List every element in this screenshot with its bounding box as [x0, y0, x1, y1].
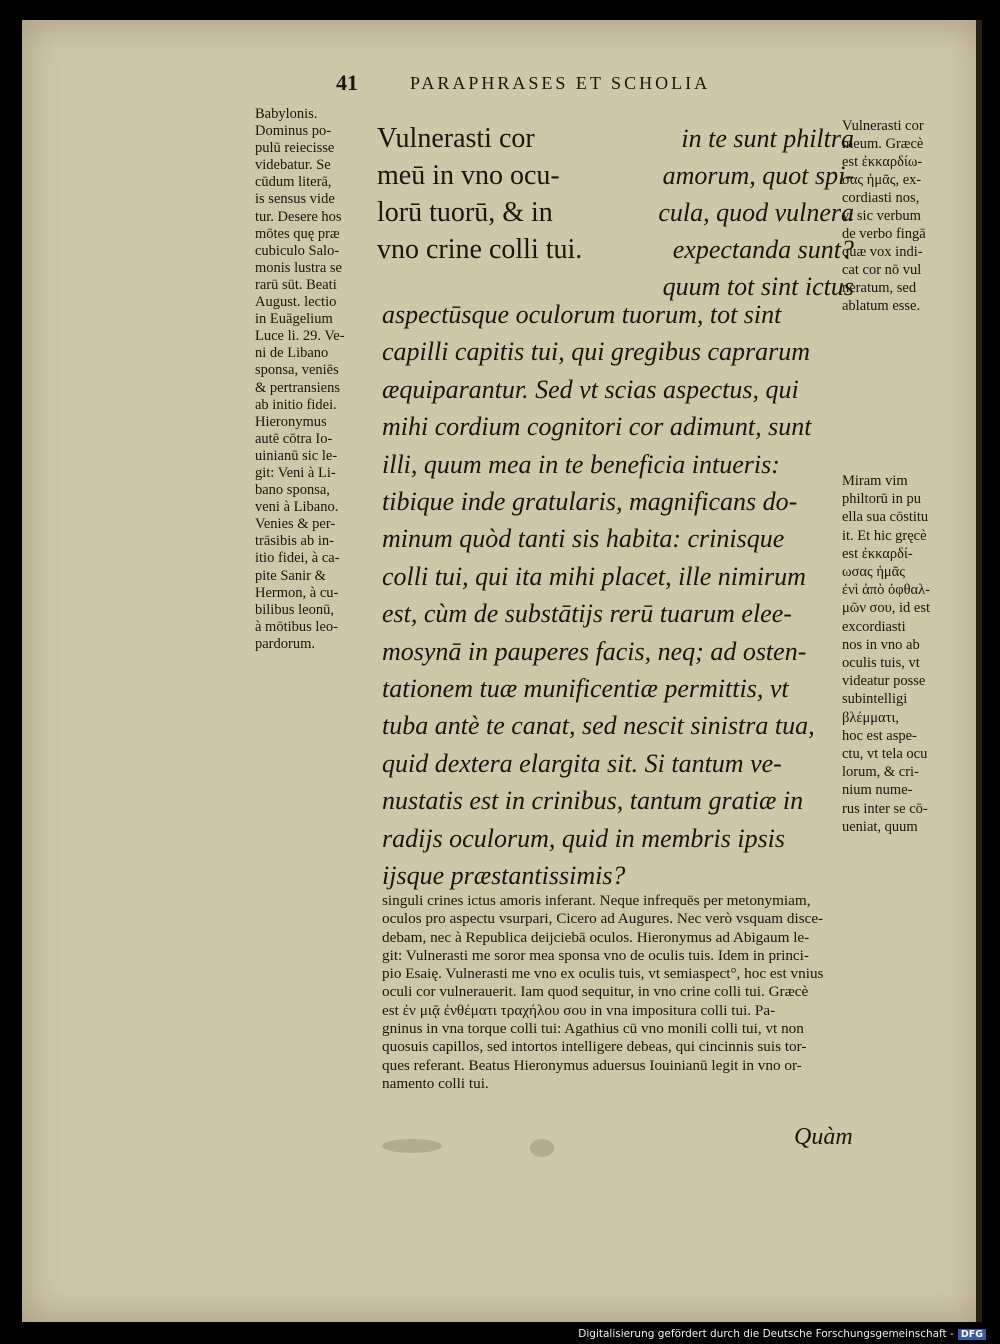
margin-note-line: ueniat, quum — [842, 818, 918, 835]
margin-note-line: neratum, sed — [842, 280, 917, 296]
margin-note-line: it. Et hic gręcè — [842, 527, 927, 544]
margin-note-line: subintelligi — [842, 691, 908, 708]
margin-note-line: is sensus vide — [255, 191, 335, 208]
page-number: 41 — [336, 70, 358, 95]
margin-note-line: ablatum esse. — [842, 298, 921, 314]
margin-note-line: lorum, & cri- — [842, 764, 919, 781]
paraphrase-line: in te sunt philtra — [681, 124, 854, 153]
margin-note-line: rarū sūt. Beati — [255, 276, 337, 293]
book-page — [22, 20, 982, 1322]
margin-note-line: Hieronymus — [255, 413, 327, 430]
margin-note-line: βλέμματι, — [842, 709, 899, 726]
page-header — [334, 64, 854, 100]
margin-note-line: August. lectio — [255, 294, 337, 311]
margin-note-line: ἐνὶ ἀπὸ ὀφθαλ- — [842, 582, 930, 599]
margin-note-line: est ἐκκαρδίω- — [842, 154, 923, 170]
margin-note-line: oculis tuis, vt — [842, 655, 920, 672]
scholia-text — [382, 892, 992, 1093]
margin-note-line: Hermon, à cu- — [255, 584, 339, 601]
paraphrase-line: cula, quod vulnera — [658, 198, 854, 227]
lemma-line: lorū tuorū, & in — [377, 197, 553, 228]
catchword: Quàm — [794, 1124, 853, 1150]
lemma-line: vno crine colli tui. — [377, 234, 583, 265]
margin-note-line: nos in vno ab — [842, 636, 920, 653]
margin-note-line: monis lustra se — [255, 259, 342, 276]
margin-note-line: philtorū in pu — [842, 491, 921, 508]
margin-note-line: veni à Libano. — [255, 499, 339, 516]
lemma-line: Vulnerasti cor — [377, 123, 535, 154]
margin-note-line: ctu, vt tela ocu — [842, 746, 928, 763]
paraphrase-line: tuba antè te canat, sed nescit sinistra tua, — [382, 711, 815, 741]
margin-note-line: quæ vox indi- — [842, 244, 923, 260]
margin-note-line: ni de Libano — [255, 345, 329, 362]
margin-note-line: à mōtibus leo- — [255, 618, 338, 635]
paraphrase-line: tibique inde gratularis, magnificans do- — [382, 487, 798, 517]
margin-note-line: in Euāgelium — [255, 311, 333, 328]
paraphrase-line: minum quòd tanti sis habita: crinisque — [382, 524, 785, 554]
margin-note-line: tur. Desere hos — [255, 208, 342, 225]
margin-note-line: nium nume- — [842, 782, 913, 799]
margin-note-line: μῶν σου, id est — [842, 600, 931, 617]
margin-note-line: videbatur. Se — [255, 157, 331, 174]
margin-note-line: pite Sanir & — [255, 567, 326, 584]
margin-note-line: videatur posse — [842, 673, 926, 690]
margin-note-line: sponsa, veniēs — [255, 362, 339, 379]
scholia-line: quosuis capillos, sed intortos intelligere debeas, qui cincinnis suis tor- — [382, 1038, 807, 1056]
running-title: PARAPHRASES ET SCHOLIA — [410, 73, 711, 93]
right-marginal-note-2 — [842, 472, 992, 836]
margin-note-line: Venies & per- — [255, 516, 336, 533]
paraphrase-main — [382, 296, 852, 895]
ink-bleed-stain — [372, 1132, 612, 1162]
margin-note-line: Babylonis. — [255, 106, 318, 122]
digitization-credit — [578, 1328, 986, 1340]
scholia-line: oculos pro aspectu vsurpari, Cicero ad Augures. Nec verò vsquam disce- — [382, 910, 824, 928]
margin-note-line: excordiasti — [842, 618, 906, 635]
margin-note-line: Dominus po- — [255, 123, 332, 140]
margin-note-line: de verbo fingā — [842, 226, 926, 242]
right-marginal-note-1 — [842, 117, 992, 315]
scholia-line: git: Vulnerasti me soror mea sponsa vno de oculis tuis. Idem in princi- — [382, 946, 809, 964]
margin-note-line: pardorum. — [255, 635, 315, 652]
paraphrase-line: nustatis est in crinibus, tantum gratiæ in — [382, 786, 804, 816]
page-edge-shadow — [976, 20, 982, 1322]
paraphrase-line: capilli capitis tui, qui gregibus caprarum — [382, 337, 811, 367]
margin-note-line: trāsibis ab in- — [255, 533, 334, 550]
paraphrase-line: est, cùm de substātijs rerū tuarum elee- — [382, 599, 792, 629]
margin-note-line: rus inter se cō- — [842, 800, 928, 817]
margin-note-line: autē cōtra Io- — [255, 430, 333, 447]
margin-note-line: mōtes quę præ — [255, 225, 340, 242]
paraphrase-line: ijsque præstantissimis? — [382, 861, 626, 891]
margin-note-line: ab initio fidei. — [255, 396, 337, 413]
margin-note-line: cordiasti nos, — [842, 190, 920, 206]
margin-note-line: pulū reiecisse — [255, 140, 335, 157]
paraphrase-line: amorum, quot spi- — [662, 161, 854, 190]
scholia-line: est ἐν μιᾷ ἐνθέματι τραχήλου σου in vna impositura colli tui. Pa- — [382, 1001, 776, 1019]
paraphrase-line: tationem tuæ munificentiæ permittis, vt — [382, 674, 789, 704]
margin-note-line: Miram vim — [842, 473, 908, 489]
scholia-line: namento colli tui. — [382, 1074, 489, 1092]
paraphrase-line: quid dextera elargita sit. Si tantum ve- — [382, 748, 782, 778]
credit-text: Digitalisierung gefördert durch die Deutsche Forschungsgemeinschaft - — [578, 1328, 954, 1340]
margin-note-line: git: Veni à Li- — [255, 464, 336, 481]
margin-note-line: est ἐκκαρδί- — [842, 545, 913, 562]
paraphrase-top — [634, 120, 854, 305]
margin-note-line: meum. Græcè — [842, 136, 924, 152]
scholia-line: ques referant. Beatus Hieronymus aduersus Iouinianū legit in vno or- — [382, 1056, 802, 1074]
paraphrase-line: quum tot sint ictus — [662, 272, 854, 301]
scholia-line: oculi cor vulnerauerit. Iam quod sequitur, in vno crine colli tui. Græcè — [382, 983, 809, 1001]
paraphrase-line: mosynā in pauperes facis, neq; ad osten- — [382, 636, 807, 666]
margin-note-line: bano sponsa, — [255, 482, 330, 499]
paraphrase-line: radijs oculorum, quid in membris ipsis — [382, 823, 786, 853]
margin-note-line: uinianū sic le- — [255, 447, 338, 464]
margin-note-line: Vulnerasti cor — [842, 118, 924, 134]
paraphrase-line: æquiparantur. Sed vt scias aspectus, qui — [382, 374, 799, 404]
lemma-line: meū in vno ocu- — [377, 160, 560, 191]
margin-note-line: bilibus leonū, — [255, 601, 334, 618]
scholia-line: gninus in vna torque colli tui: Agathius cū vno monili colli tui, vt non — [382, 1020, 804, 1038]
margin-note-line: hoc est aspe- — [842, 727, 917, 744]
scholia-line: debam, nec à Republica deijciebā oculos. Hieronymus ad Abigaum le- — [382, 928, 810, 946]
margin-note-line: itio fidei, à ca- — [255, 550, 340, 567]
margin-note-line: cubiculo Salo- — [255, 242, 340, 259]
scholia-line: singuli crines ictus amoris inferant. Neque infrequēs per metonymiam, — [382, 892, 811, 909]
paraphrase-line: aspectūsque oculorum tuorum, tot sint — [382, 300, 782, 329]
margin-note-line: σας ἡμᾶς, ex- — [842, 172, 922, 188]
paraphrase-line: illi, quum mea in te beneficia intueris: — [382, 449, 780, 479]
dfg-logo: DFG — [958, 1329, 986, 1340]
margin-note-line: ella sua cōstitu — [842, 509, 929, 526]
paraphrase-line: mihi cordium cognitori cor adimunt, sunt — [382, 412, 812, 442]
margin-note-line: vt sic verbum — [842, 208, 921, 224]
paraphrase-line: colli tui, qui ita mihi placet, ille nimirum — [382, 561, 806, 591]
margin-note-line: cūdum literā, — [255, 174, 332, 191]
margin-note-line: & pertransiens — [255, 379, 340, 396]
paraphrase-line: expectanda sunt? — [672, 235, 854, 264]
scholia-line: pio Esaię. Vulnerasti me vno ex oculis tuis, vt semiaspect°, hoc est vnius — [382, 965, 824, 983]
margin-note-line: Luce li. 29. Ve- — [255, 328, 345, 345]
lemma-verse — [377, 120, 622, 268]
margin-note-line: ωσας ἡμᾶς — [842, 564, 906, 581]
margin-note-line: cat cor nō vul — [842, 262, 922, 278]
